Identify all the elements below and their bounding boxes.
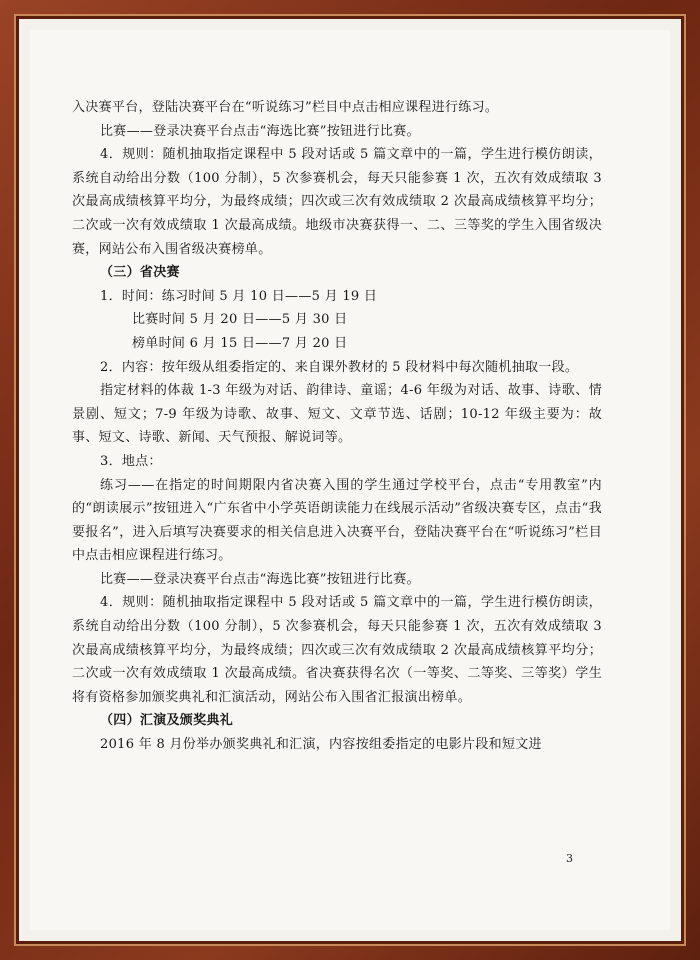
paragraph-match-2: 比赛——登录决赛平台点击“海选比赛”按钮进行比赛。	[100, 571, 420, 587]
paragraph-list-time: 榜单时间 6 月 15 日——7 月 20 日	[132, 335, 348, 351]
paragraph-time: 1．时间：练习时间 5 月 10 日——5 月 19 日	[100, 288, 378, 304]
section-heading-ceremony: （四）汇演及颁奖典礼	[100, 713, 234, 729]
paragraph-content: 2．内容：按年级从组委指定的、来自课外教材的 5 段材料中每次随机抽取一段。	[100, 359, 579, 375]
paragraph-match: 比赛——登录决赛平台点击“海选比赛”按钮进行比赛。	[100, 123, 420, 139]
section-heading-provincial-final: （三）省决赛	[100, 265, 180, 281]
paragraph-practice: 练习——在指定的时间期限内省决赛入围的学生通过学校平台，点击“专用教室”内的“朗读展示”按钮进入“广东省中小学英语朗读能力在线展示活动”省级决赛专区，点击“我要报名”，进入后填写决赛要求的相关信息进入决赛平台，登陆决赛平台在“听说练习”栏目中点击相应课程进行练习。	[72, 477, 602, 564]
paragraph-rules: 4．规则：随机抽取指定课程中 5 段对话或 5 篇文章中的一篇，学生进行模仿朗读，系统自动给出分数（100 分制），5 次参赛机会，每天只能参赛 1 次，五次有效成绩取 3 次最高成绩核算平均分，为最终成绩；四次或三次有效成绩取 2 次最高成绩核算平均分；二次或一次有效成绩取 1 次最高成绩。地级市决赛获得一、二、三等奖的学生入围省级决赛，网站公布入围省级决赛榜单。	[72, 147, 602, 257]
paragraph-ceremony: 2016 年 8 月份举办颁奖典礼和汇演，内容按组委指定的电影片段和短文进	[100, 737, 542, 753]
paragraph-continuation: 入决赛平台，登陆决赛平台在“听说练习”栏目中点击相应课程进行练习。	[72, 100, 499, 115]
paragraph-match-time: 比赛时间 5 月 20 日——5 月 30 日	[132, 312, 348, 328]
paragraph-genres: 指定材料的体裁 1-3 年级为对话、韵律诗、童谣；4-6 年级为对话、故事、诗歌、情景剧、短文；7-9 年级为诗歌、故事、短文、文章节选、话剧；10-12 年级主要为：故事、短文、诗歌、新闻、天气预报、解说词等。	[72, 383, 602, 446]
document-body	[72, 96, 602, 757]
page-number: 3	[566, 852, 573, 865]
paragraph-rules-2: 4．规则：随机抽取指定课程中 5 段对话或 5 篇文章中的一篇，学生进行模仿朗读，系统自动给出分数（100 分制），5 次参赛机会，每天只能参赛 1 次，五次有效成绩取 3 次最高成绩核算平均分，为最终成绩；四次或三次有效成绩取 2 次最高成绩核算平均分；二次或一次有效成绩取 1 次最高成绩。省决赛获得名次（一等奖、二等奖、三等奖）学生将有资格参加颁奖典礼和汇演活动，网站公布入围省汇报演出榜单。	[72, 595, 602, 705]
paragraph-location: 3．地点：	[100, 453, 162, 469]
